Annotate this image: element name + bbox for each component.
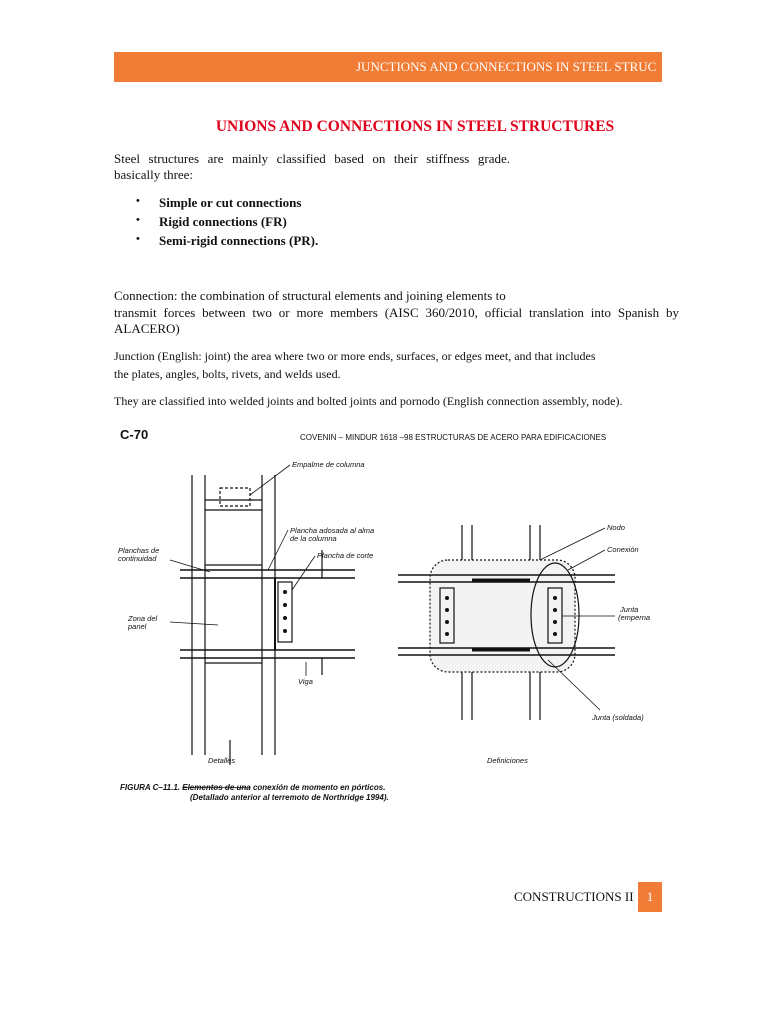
figure-standard: COVENIN – MINDUR 1618 –98 ESTRUCTURAS DE ACERO PARA EDIFICACIONES	[300, 433, 607, 442]
intro-line-2: basically three:	[114, 167, 194, 182]
svg-text:FIGURA C–11.1. Elementos de un	[120, 783, 385, 792]
caption-rest: conexión de momento en pórticos.	[252, 783, 386, 792]
label-junta-empernada: Junta	[620, 605, 639, 614]
caption-line-2: (Detallado anterior al terremoto de Northridge 1994).	[190, 793, 389, 802]
figure-code: C-70	[120, 427, 149, 442]
label-empalme: Empalme de columna	[292, 460, 365, 469]
list-item: • Semi-rigid connections (PR).	[114, 231, 318, 250]
page-number: 1	[638, 882, 662, 912]
list-item: • Rigid connections (FR)	[114, 212, 318, 231]
caption-struck: Elementos de una	[182, 783, 251, 792]
label-detalles: Detalles	[208, 756, 236, 765]
junction-line-1: Junction (English: joint) the area where two or more ends, surfaces, or edges meet, and that includes	[114, 349, 596, 363]
label-plancha-corte: Plancha de corte	[317, 551, 374, 560]
label-junta-empernada-2: (emperna	[618, 613, 650, 622]
running-title: JUNCTIONS AND CONNECTIONS IN STEEL STRUC	[356, 59, 657, 74]
definitions-drawing	[398, 525, 615, 720]
connection-types-list	[114, 193, 318, 250]
label-zona-panel: Zona del	[128, 614, 158, 623]
connection-line-3: ALACERO)	[114, 321, 180, 336]
label-planchas-continuidad-2: continuidad	[118, 554, 157, 563]
label-viga: Viga	[298, 677, 313, 686]
caption-prefix: FIGURA C–11.1.	[120, 783, 181, 792]
connection-figure	[110, 420, 650, 810]
connection-line-1: Connection: the combination of structural elements and joining elements to	[114, 288, 506, 303]
label-zona-panel-2: panel	[128, 622, 147, 631]
label-nodo: Nodo	[607, 523, 625, 532]
classified-text: They are classified into welded joints and bolted joints and pornodo (English connection assembly, node).	[114, 394, 623, 408]
label-definiciones: Definiciones	[487, 756, 528, 765]
label-plancha-adosada: Plancha adosada al alma	[290, 526, 375, 535]
connection-diagram	[110, 420, 650, 810]
list-item: • Simple or cut connections	[114, 193, 318, 212]
junction-line-2: the plates, angles, bolts, rivets, and welds used.	[114, 367, 341, 381]
label-conexion: Conexión	[607, 545, 639, 554]
intro-line-1: Steel structures are mainly classified based on their stiffness grade.	[114, 151, 510, 166]
detail-drawing	[180, 475, 355, 765]
label-junta-soldada: Junta (soldada)	[592, 713, 644, 722]
header-bar	[114, 52, 662, 82]
page-title: UNIONS AND CONNECTIONS IN STEEL STRUCTURES	[215, 118, 615, 135]
connection-line-2: transmit forces between two or more members (AISC 360/2010, official translation into Spanish by	[114, 305, 679, 320]
label-planchas-continuidad: Planchas de	[118, 546, 160, 555]
figure-caption	[120, 783, 389, 802]
footer-course: CONSTRUCTIONS II	[514, 889, 634, 904]
bolt-group-detail	[283, 590, 287, 633]
label-plancha-adosada-2: de la columna	[290, 534, 337, 543]
